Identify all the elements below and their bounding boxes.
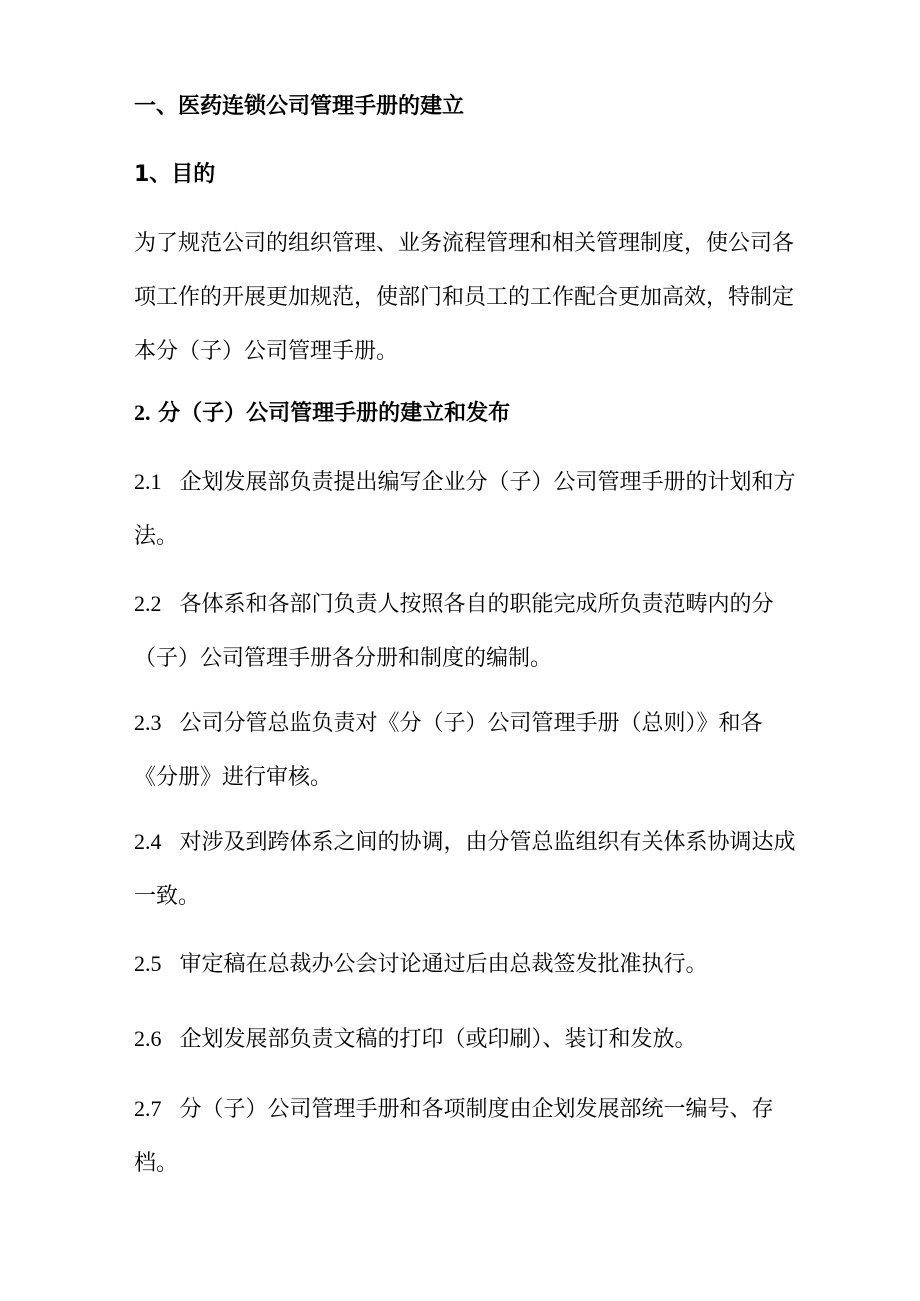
item-line — [134, 947, 794, 982]
item-line: （子）公司管理手册各分册和制度的编制。 — [134, 646, 553, 671]
item-number: 2.4 — [134, 829, 162, 854]
item-line: 法。 — [134, 524, 179, 549]
item-text: 企划发展部负责提出编写企业分（子）公司管理手册的计划和方 — [179, 470, 796, 495]
list-item-2-7 — [134, 1092, 794, 1181]
item-number: 2.3 — [134, 710, 162, 735]
item-text: 分（子）公司管理手册和各项制度由企划发展部统一编号、存 — [179, 1097, 774, 1122]
item-line: 《分册》进行审核。 — [134, 765, 333, 790]
list-item-2-5 — [134, 947, 794, 982]
list-item-2-1 — [134, 465, 794, 554]
item-line — [134, 706, 794, 741]
section-heading-1: 一、医药连锁公司管理手册的建立 — [134, 94, 465, 119]
list-item-2-6 — [134, 1022, 794, 1057]
item-text: 各体系和各部门负责人按照各自的职能完成所负责范畴内的分 — [179, 592, 774, 617]
item-line — [134, 1092, 794, 1127]
purpose-paragraph — [134, 227, 794, 369]
item-number: 2.6 — [134, 1026, 162, 1051]
item-line: 一致。 — [134, 884, 201, 909]
purpose-line-1: 为了规范公司的组织管理、业务流程管理和相关管理制度，使公司各 — [134, 231, 795, 256]
subsection-heading-establish — [134, 396, 794, 431]
list-item-2-3 — [134, 706, 794, 795]
item-line — [134, 825, 794, 860]
item-number: 2.7 — [134, 1096, 162, 1121]
item-number: 2.1 — [134, 469, 162, 494]
item-text: 公司分管总监负责对《分（子）公司管理手册（总则）》和各 — [179, 711, 763, 736]
item-number: 2.5 — [134, 951, 162, 976]
item-text: 对涉及到跨体系之间的协调，由分管总监组织有关体系协调达成 — [179, 830, 796, 855]
item-line: 档。 — [134, 1151, 179, 1176]
subsection-heading-purpose: 1、目的 — [134, 162, 216, 187]
purpose-line-2: 项工作的开展更加规范，使部门和员工的工作配合更加高效，特制定 — [134, 285, 795, 310]
item-text: 企划发展部负责文稿的打印（或印刷）、装订和发放。 — [179, 1027, 697, 1052]
item-number: 2.2 — [134, 591, 162, 616]
item-line — [134, 465, 794, 500]
list-item-2-4 — [134, 825, 794, 914]
heading-number: 2. — [134, 400, 151, 425]
purpose-line-3: 本分（子）公司管理手册。 — [134, 339, 399, 364]
heading-text: 分（子）公司管理手册的建立和发布 — [158, 401, 511, 426]
item-line — [134, 587, 794, 622]
item-line — [134, 1022, 794, 1057]
item-text: 审定稿在总裁办公会讨论通过后由总裁签发批准执行。 — [179, 952, 708, 977]
list-item-2-2 — [134, 587, 794, 676]
